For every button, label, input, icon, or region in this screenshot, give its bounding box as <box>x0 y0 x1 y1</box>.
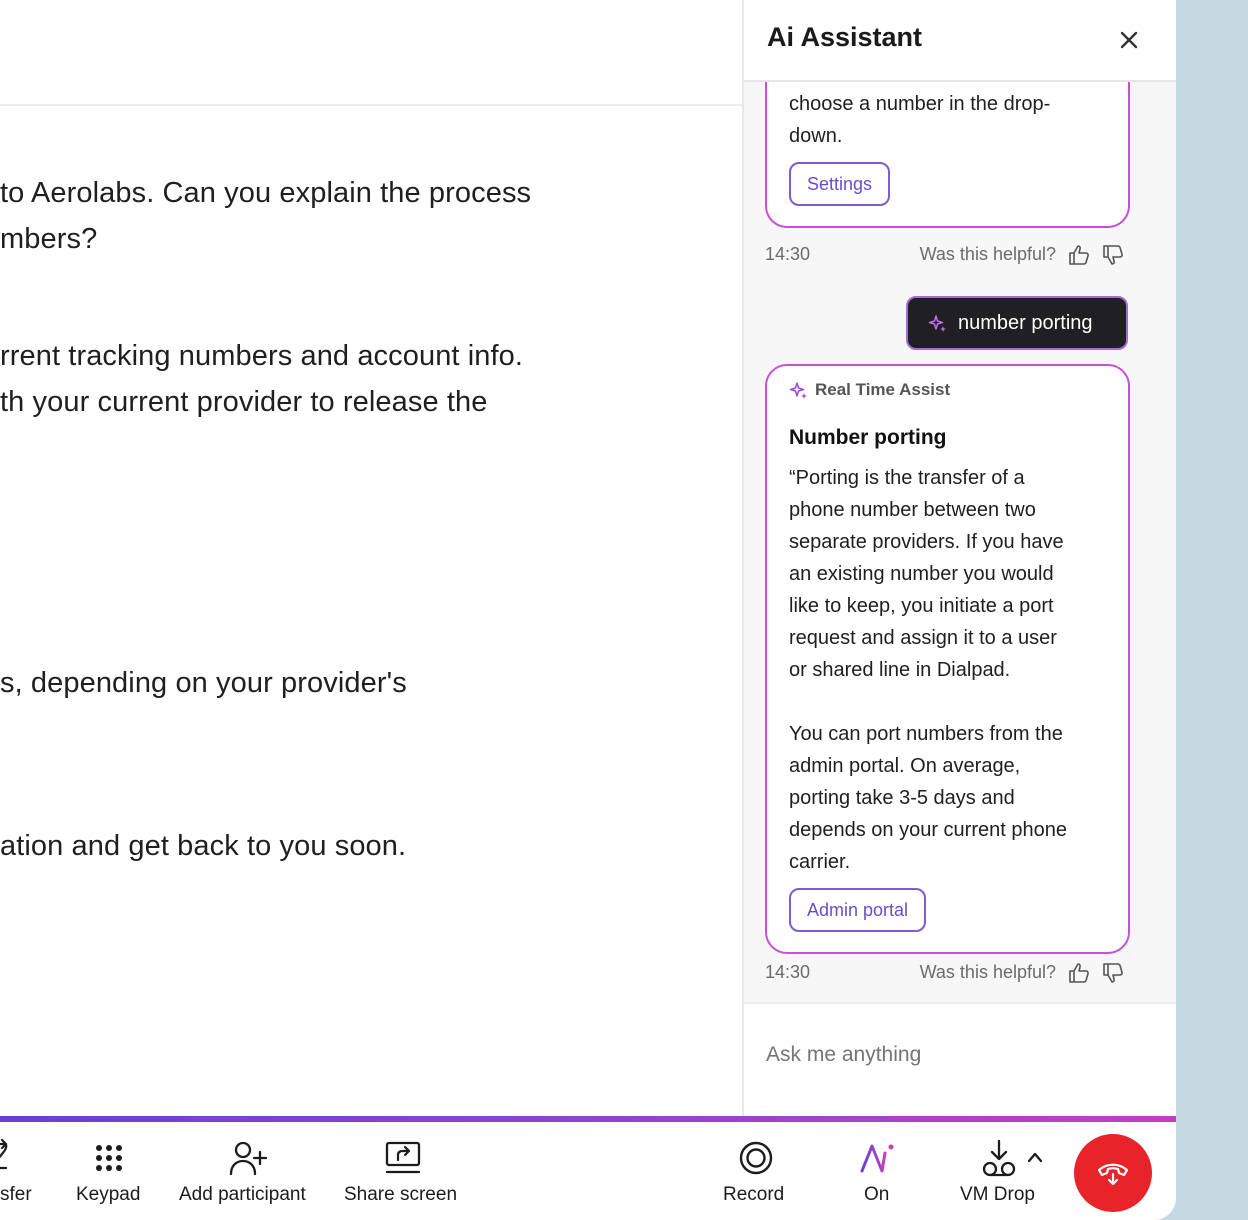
keypad-button[interactable] <box>70 1122 150 1220</box>
query-chip-label: number porting <box>958 312 1093 334</box>
add-participant-button[interactable] <box>176 1122 320 1220</box>
card-text-line: depends on your current phone <box>789 819 1067 841</box>
real-time-assist-label: Real Time Assist <box>815 380 951 399</box>
ai-input-area <box>744 1002 1176 1116</box>
thumbs-up-button[interactable] <box>1066 960 1092 986</box>
card-text-line: down. <box>789 125 843 147</box>
helpful-prompt: Was this helpful? <box>919 962 1056 982</box>
helpful-prompt: Was this helpful? <box>919 244 1056 264</box>
ai-assistant-header <box>744 0 1176 82</box>
ai-toggle-label: On <box>864 1184 890 1205</box>
ai-messages[interactable] <box>744 82 1176 1002</box>
transfer-button[interactable] <box>0 1122 40 1220</box>
vm-drop-icon <box>980 1138 1018 1178</box>
thumbs-down-button[interactable] <box>1100 960 1126 986</box>
transfer-label: sfer <box>0 1184 32 1205</box>
transcript-header <box>0 0 743 106</box>
record-button[interactable] <box>718 1122 794 1220</box>
ask-input[interactable] <box>766 1038 1146 1072</box>
share-screen-icon <box>384 1138 422 1178</box>
admin-portal-button[interactable]: Admin portal <box>789 888 926 932</box>
card-text-line: choose a number in the drop- <box>789 93 1051 115</box>
card-text-line: admin portal. On average, <box>789 755 1021 777</box>
close-button[interactable] <box>1114 25 1144 55</box>
chevron-up-icon[interactable] <box>1026 1150 1044 1164</box>
card-text-line: like to keep, you initiate a port <box>789 595 1054 617</box>
share-screen-label: Share screen <box>344 1184 458 1205</box>
message-time: 14:30 <box>765 962 811 982</box>
transcript-line: th your current provider to release the <box>0 386 488 418</box>
transfer-icon <box>0 1138 12 1178</box>
thumbs-up-icon <box>1066 242 1092 268</box>
transcript-line: s, depending on your provider's <box>0 667 407 699</box>
hang-up-icon <box>1093 1153 1133 1193</box>
previous-assist-card <box>765 82 1130 228</box>
card-text-line: You can port numbers from the <box>789 723 1063 745</box>
thumbs-down-icon <box>1100 242 1126 268</box>
thumbs-up-icon <box>1066 960 1092 986</box>
keypad-icon <box>94 1138 124 1178</box>
transcript-line: mbers? <box>0 223 98 255</box>
card-text-line: request and assign it to a user <box>789 627 1057 649</box>
add-participant-label: Add participant <box>179 1184 306 1205</box>
user-query-chip[interactable] <box>906 296 1128 350</box>
card-text-line: “Porting is the transfer of a <box>789 467 1025 489</box>
ai-assistant-title: Ai Assistant <box>767 22 923 52</box>
transcript-line: ation and get back to you soon. <box>0 830 407 862</box>
transcript-line: rrent tracking numbers and account info. <box>0 340 524 372</box>
settings-button[interactable]: Settings <box>789 162 890 206</box>
card-text-line: phone number between two <box>789 499 1036 521</box>
thumbs-down-button[interactable] <box>1100 242 1126 268</box>
record-label: Record <box>723 1184 785 1205</box>
add-participant-icon <box>228 1138 268 1178</box>
sparkle-icon <box>928 314 948 334</box>
message-meta <box>765 242 1130 272</box>
thumbs-down-icon <box>1100 960 1126 986</box>
record-icon <box>736 1138 776 1178</box>
ai-assistant-panel <box>744 0 1176 1116</box>
transcript-line: to Aerolabs. Can you explain the process <box>0 177 532 209</box>
card-text-line: or shared line in Dialpad. <box>789 659 1011 681</box>
end-call-button[interactable] <box>1074 1134 1152 1212</box>
keypad-label: Keypad <box>76 1184 141 1205</box>
call-toolbar <box>0 1122 1176 1220</box>
vm-drop-label: VM Drop <box>960 1184 1035 1205</box>
vm-drop-button[interactable] <box>954 1122 1054 1220</box>
thumbs-up-button[interactable] <box>1066 242 1092 268</box>
share-screen-button[interactable] <box>342 1122 466 1220</box>
card-text-line: carrier. <box>789 851 851 873</box>
card-text-line: porting take 3-5 days and <box>789 787 1015 809</box>
close-icon <box>1114 25 1144 55</box>
sparkle-icon <box>789 381 809 401</box>
ai-toggle-button[interactable] <box>850 1122 906 1220</box>
card-text-line: an existing number you would <box>789 563 1054 585</box>
message-meta <box>765 960 1130 990</box>
real-time-assist-card <box>765 364 1130 954</box>
ai-logo-icon <box>858 1138 898 1178</box>
message-time: 14:30 <box>765 244 811 264</box>
card-text-line: separate providers. If you have <box>789 531 1064 553</box>
assist-card-title: Number porting <box>789 426 947 449</box>
